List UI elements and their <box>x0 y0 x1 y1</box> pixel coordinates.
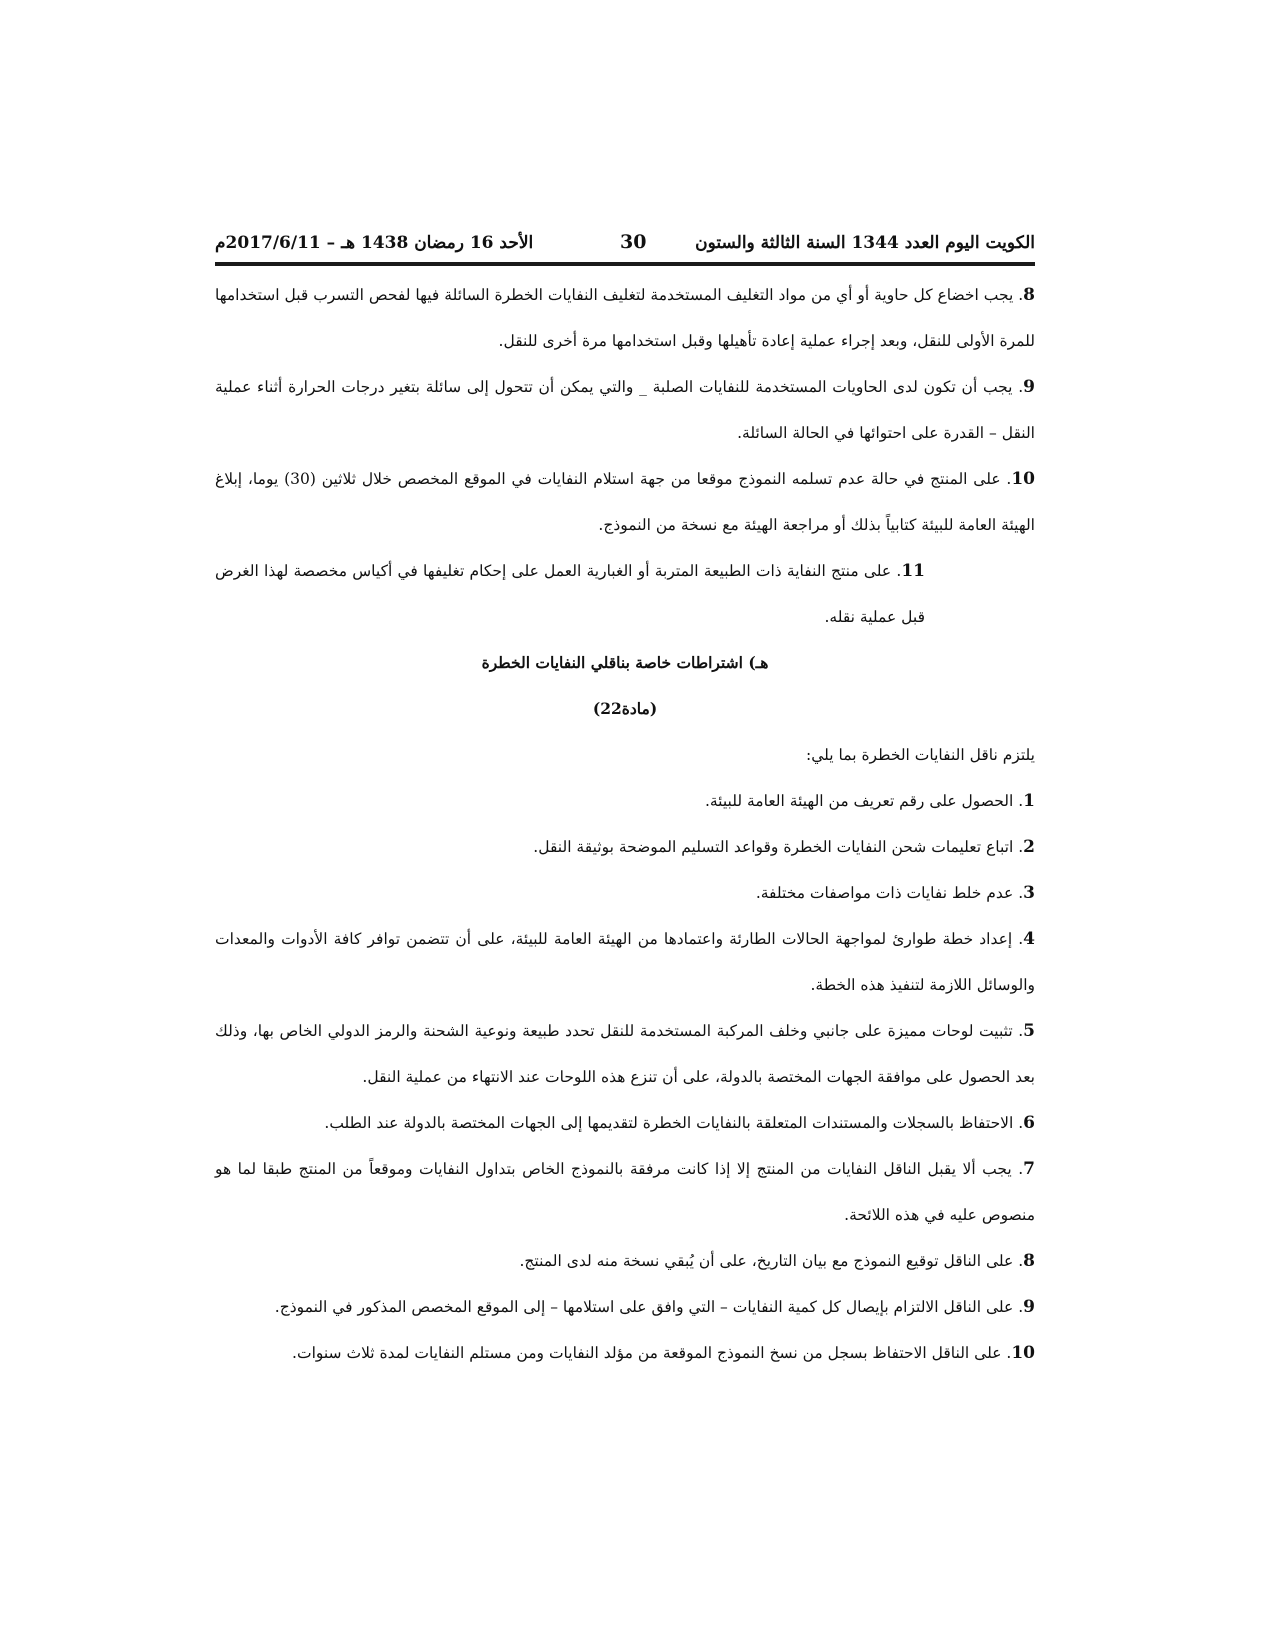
section-intro: يلتزم ناقل النفايات الخطرة بما يلي: <box>806 746 1035 764</box>
header-gazette-info: الكويت اليوم العدد 1344 السنة الثالثة والستون <box>695 233 1035 253</box>
item-10: 10. على الناقل الاحتفاظ بسجل من نسخ النموذج الموقعة من مؤلد النفايات ومن مستلم النفايات لمدة ثلاث سنوات. <box>292 1343 1035 1363</box>
item-1: 1. الحصول على رقم تعريف من الهيئة العامة للبيئة. <box>704 791 1035 811</box>
paragraph-8: 8. يجب اخضاع كل حاوية أو أي من مواد التغليف المستخدمة لتغليف النفايات الخطرة السائلة فيها لفحص التسرب قبل استخدامها للمرة الأولى للنقل، وبعد إجراء عملية إعادة تأهيلها وقبل استخدامها مرة أخرى للنقل. <box>215 285 1035 350</box>
paragraph-9: 9. يجب أن تكون لدى الحاويات المستخدمة للنفايات الصلبة _ والتي يمكن أن تتحول إلى سائلة بتغير درجات الحرارة أثناء عملية النقل – القدرة على احتوائها في الحالة السائلة. <box>215 377 1035 442</box>
section-heading: هـ) اشتراطات خاصة بناقلي النفايات الخطرة <box>481 653 769 672</box>
page-number: 30 <box>620 231 647 253</box>
item-8: 8. على الناقل توقيع النموذج مع بيان التاريخ، على أن يُبقي نسخة منه لدى المنتج. <box>519 1251 1035 1271</box>
document-body <box>215 272 1035 1376</box>
item-5: 5. تثبيت لوحات مميزة على جانبي وخلف المركبة المستخدمة للنقل تحدد طبيعة ونوعية الشحنة والرمز الدولي الخاص بها، وذلك بعد الحصول على موافقة الجهات المختصة بالدولة، على أن تنزع هذه اللوحات عند الانتهاء من عملية النقل. <box>215 1021 1035 1086</box>
paragraph-11: 11. على منتج النفاية ذات الطبيعة المتربة أو الغبارية العمل على إحكام تغليفها في أكياس مخصصة لهذا الغرض قبل عملية نقله. <box>215 561 925 626</box>
item-7: 7. يجب ألا يقبل الناقل النفايات من المنتج إلا إذا كانت مرفقة بالنموذج الخاص بتداول النفايات وموقعاً من المنتج طبقا لما هو منصوص عليه في هذه اللائحة. <box>215 1159 1035 1224</box>
header-rule <box>215 262 1035 266</box>
item-4: 4. إعداد خطة طوارئ لمواجهة الحالات الطارئة واعتمادها من الهيئة العامة للبيئة، على أن تتضمن توافر كافة الأدوات والمعدات والوسائل اللازمة لتنفيذ هذه الخطة. <box>215 929 1035 994</box>
item-2: 2. اتباع تعليمات شحن النفايات الخطرة وقواعد التسليم الموضحة بوثيقة النقل. <box>533 837 1035 857</box>
paragraph-10: 10. على المنتج في حالة عدم تسلمه النموذج موقعا من جهة استلام النفايات في الموقع المخصص خلال ثلاثين (30) يوما، إبلاغ الهيئة العامة للبيئة كتابياً بذلك أو مراجعة الهيئة مع نسخة من النموذج. <box>215 469 1035 534</box>
item-6: 6. الاحتفاظ بالسجلات والمستندات المتعلقة بالنفايات الخطرة لتقديمها إلى الجهات المختصة بالدولة عند الطلب. <box>324 1113 1035 1133</box>
header-date: الأحد 16 رمضان 1438 هـ – 2017/6/11م <box>215 233 534 253</box>
page-header <box>215 233 1035 263</box>
article-number: (مادة22) <box>592 699 658 718</box>
item-9: 9. على الناقل الالتزام بإيصال كل كمية النفايات – التي وافق على استلامها – إلى الموقع المخصص المذكور في النموذج. <box>274 1297 1035 1317</box>
item-3: 3. عدم خلط نفايات ذات مواصفات مختلفة. <box>755 883 1035 903</box>
